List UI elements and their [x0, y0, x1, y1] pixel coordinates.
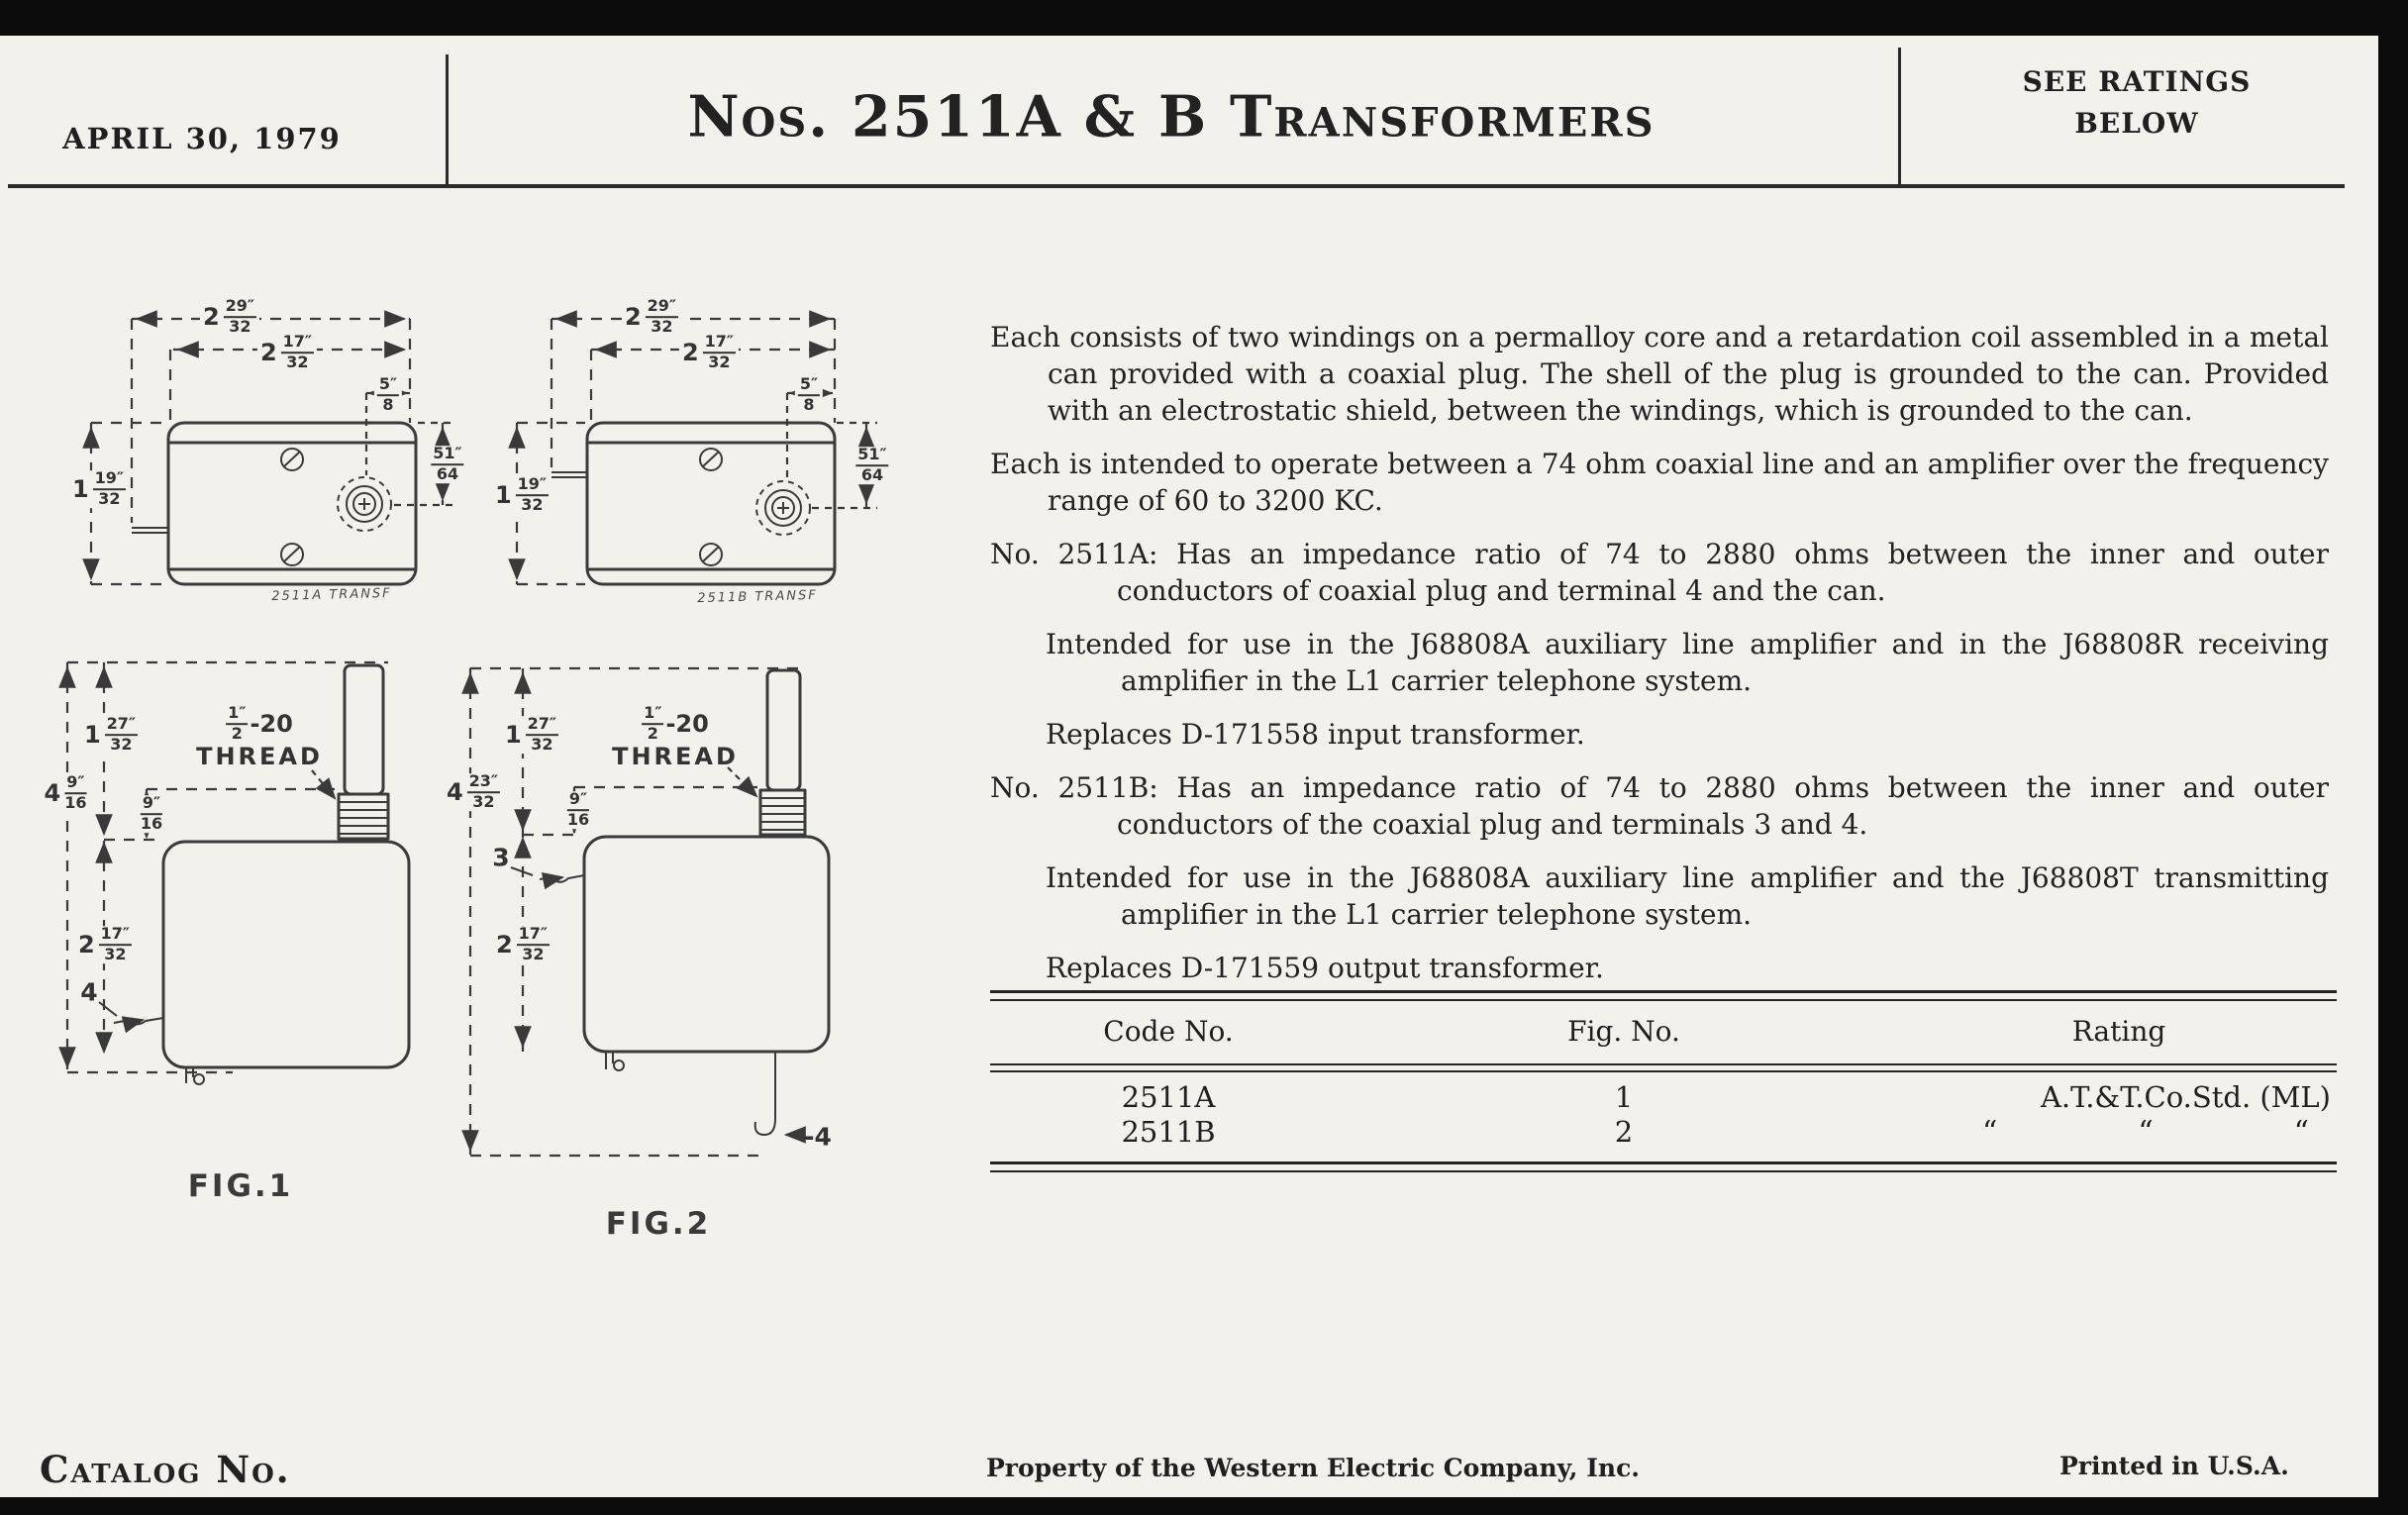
dim-fig1-body: 2 17″ 32 — [75, 926, 135, 963]
cell-rating-2511a: A.T.&T.Co.Std. (ML) — [2040, 1080, 2331, 1114]
description-column — [990, 319, 2329, 1003]
table-header-fig: Fig. No. — [1567, 1015, 1680, 1048]
cell-fig-2511a: 1 — [1614, 1080, 1634, 1114]
dim-fig1-top: 1 27″ 32 — [81, 716, 141, 754]
fig1-caption: FIG.1 — [187, 1168, 294, 1204]
dim-topA-width-outer: 2 29″ 32 — [200, 298, 259, 336]
thread-note-fig2-spec — [642, 705, 709, 743]
thread-note-fig1-word: THREAD — [196, 742, 323, 770]
ditto-mark: “ — [1982, 1115, 1998, 1150]
cell-code-2511a: 2511A — [1121, 1080, 1216, 1114]
can-label-2511b: 2511B TRANSF — [697, 587, 818, 607]
table-header-row — [990, 1001, 2337, 1063]
can-label-2511a: 2511A TRANSF — [271, 585, 392, 605]
thread-note-fig1-suffix: -20 — [250, 710, 293, 738]
table-row-2511a — [990, 1080, 2337, 1115]
dim-topA-height: 1 19″ 32 — [69, 470, 129, 508]
dim-topB-plug-center: 51″ 64 — [853, 447, 891, 484]
table-rule-mid — [990, 1063, 2337, 1072]
dim-fig1-thread-height: 9″ 16 — [138, 795, 165, 833]
ditto-mark: “ — [2138, 1115, 2154, 1150]
paragraph-2511a-replaces: Replaces D-171558 input transformer. — [1046, 718, 1585, 751]
dim-topA-plug-center: 51″ 64 — [428, 446, 466, 483]
paragraph-2511b: No. 2511B: Has an impedance ratio of 74 to 2880 ohms between the inner and outer conductors of the coaxial plug and terminals 3 and 4. — [990, 771, 2329, 841]
issue-date: APRIL 30, 1979 — [62, 122, 342, 155]
cell-code-2511b: 2511B — [1121, 1115, 1216, 1149]
ratings-table — [990, 990, 2337, 1172]
table-rule-bottom — [990, 1162, 2337, 1172]
ditto-marks — [1982, 1115, 2337, 1150]
thread-note-fig2-word: THREAD — [612, 742, 739, 770]
paragraph-operation: Each is intended to operate between a 74 ohm coaxial line and an amplifier over the frequency range of 60 to 3200 KC. — [990, 448, 2329, 517]
dim-topB-height: 1 19″ 32 — [492, 476, 552, 514]
thread-note-fig2-frac: 1″ 2 — [644, 703, 662, 743]
table-body — [990, 1072, 2337, 1162]
dim-fig2-top: 1 27″ 32 — [502, 716, 561, 754]
thread-note-fig1-frac: 1″ 2 — [228, 703, 247, 743]
property-notice: Property of the Western Electric Company, Inc. — [985, 1454, 1641, 1482]
dim-topA-width-inner: 2 17″ 32 — [257, 334, 317, 371]
dim-fig2-body: 2 17″ 32 — [493, 926, 552, 963]
thread-note-fig1 — [193, 705, 326, 770]
lead-fig2-terminal4: -4 — [804, 1122, 832, 1152]
table-header-rating: Rating — [2071, 1015, 2166, 1048]
thread-note-fig2-suffix: -20 — [665, 710, 709, 738]
lead-fig1-terminal4: 4 — [80, 977, 98, 1007]
dim-topB-plug-edge: 5″ 8 — [795, 376, 823, 414]
fig2-caption: FIG.2 — [605, 1206, 712, 1242]
catalog-no-label: Catalog No. — [40, 1448, 291, 1491]
ratings-note-line1: SEE RATINGS — [2022, 65, 2252, 98]
table-rule-top — [990, 990, 2337, 1001]
cell-rating-2511b — [1901, 1115, 2337, 1150]
paragraph-2511b-use: Intended for use in the J68808A auxiliary line amplifier and the J68808T transmitting amplifier in the L1 carrier telephone system. — [1046, 861, 2329, 931]
cell-fig-2511b: 2 — [1614, 1115, 1634, 1149]
dim-fig2-overall: 4 23″ 32 — [444, 773, 503, 811]
lead-fig2-terminal3: 3 — [492, 843, 510, 872]
thread-note-fig1-spec — [226, 705, 293, 743]
ditto-mark: “ — [2293, 1115, 2309, 1150]
dim-fig1-overall: 4 9″ 16 — [42, 774, 90, 812]
thread-note-fig2 — [609, 705, 742, 770]
paragraph-overview: Each consists of two windings on a permalloy core and a retardation coil assembled in a metal can provided with a coaxial plug. The shell of the plug is grounded to the can. Provided with an electrostatic shield, between the windings, which is grounded to the can. — [990, 321, 2329, 427]
ratings-note-line2: BELOW — [2074, 107, 2199, 140]
paragraph-2511a-use: Intended for use in the J68808A auxiliary line amplifier and in the J68808R receiving amplifier in the L1 carrier telephone system. — [1046, 628, 2329, 697]
printed-in-usa: Printed in U.S.A. — [2059, 1452, 2289, 1480]
dim-fig2-thread-height: 9″ 16 — [564, 791, 592, 829]
paragraph-2511b-replaces: Replaces D-171559 output transformer. — [1046, 952, 1604, 984]
dim-topB-width-outer: 2 29″ 32 — [622, 298, 681, 336]
dim-topB-width-inner: 2 17″ 32 — [679, 334, 739, 371]
paragraph-2511a: No. 2511A: Has an impedance ratio of 74 to 2880 ohms between the inner and outer conductors of coaxial plug and terminal 4 and the can. — [990, 538, 2329, 607]
page-title: Nos. 2511A & B Transformers — [687, 83, 1656, 151]
table-header-code: Code No. — [1103, 1015, 1234, 1048]
dim-topA-plug-edge: 5″ 8 — [374, 376, 402, 414]
table-row-2511b — [990, 1115, 2337, 1150]
